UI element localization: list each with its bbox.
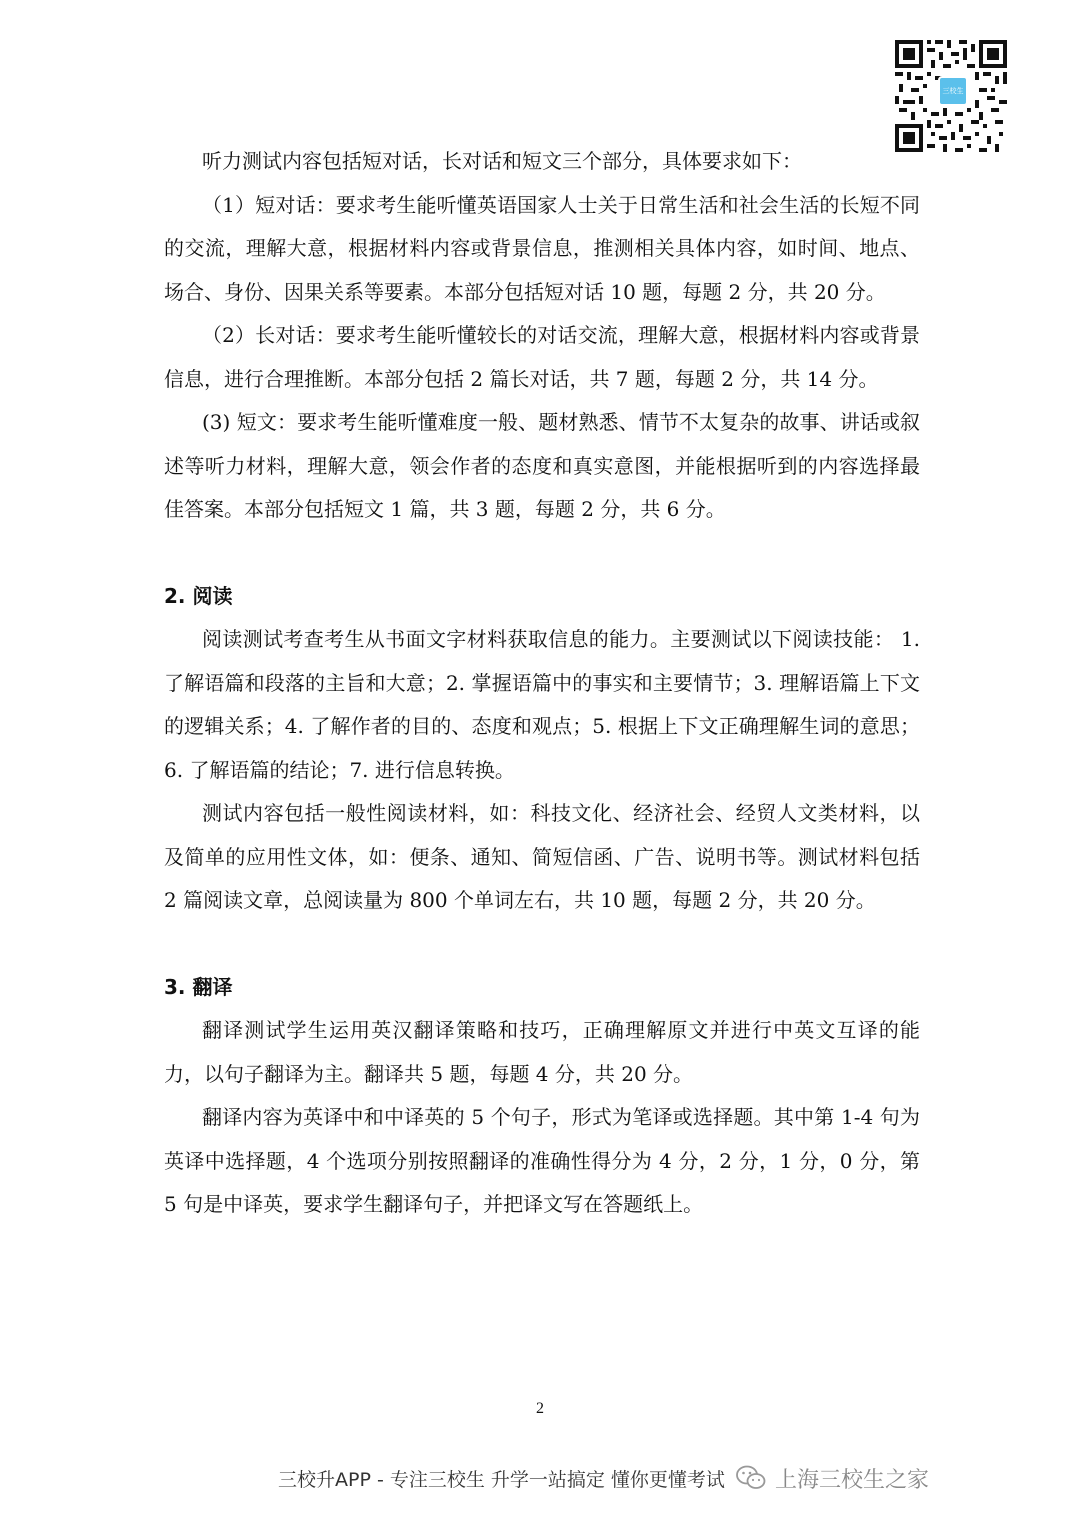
translation-intro: 翻译测试学生运用英汉翻译策略和技巧，正确理解原文并进行中英文互译的能力，以句子翻译为主。翻译共 5 题，每题 4 分，共 20 分。 — [164, 1018, 920, 1086]
listening-long-dialogue: （2）长对话：要求考生能听懂较长的对话交流，理解大意，根据材料内容或背景信息，进行合理推断。本部分包括 2 篇长对话，共 7 题，每题 2 分，共 14 分。 — [164, 323, 920, 391]
footer-watermark — [278, 1462, 929, 1494]
reading-skills: 阅读测试考查考生从书面文字材料获取信息的能力。主要测试以下阅读技能： 1. 了解语篇和段落的主旨和大意；2. 掌握语篇中的事实和主要情节；3. 理解语篇上下文的逻辑关系；4. 了解作者的目的、态度和观点；5. 根据上下文正确理解生词的意思；6. 了解语篇的结论；7. 进行信息转换。 — [164, 627, 920, 782]
footer-brand — [735, 1463, 929, 1494]
qr-badge: 三校生 — [938, 76, 968, 106]
listening-short-dialogue: （1）短对话：要求考生能听懂英语国家人士关于日常生活和社会生活的长短不同的交流，理解大意，根据材料内容或背景信息，推测相关具体内容，如时间、地点、场合、身份、因果关系等要素。本部分包括短对话 10 题，每题 2 分，共 20 分。 — [164, 192, 920, 304]
wechat-icon — [735, 1464, 767, 1492]
document-body — [164, 140, 920, 1227]
listening-intro: 听力测试内容包括短对话，长对话和短文三个部分，具体要求如下： — [202, 149, 802, 173]
reading-heading: 2. 阅读 — [164, 583, 233, 608]
listening-passage: (3) 短文：要求考生能听懂难度一般、题材熟悉、情节不太复杂的故事、讲话或叙述等听力材料，理解大意，领会作者的态度和真实意图，并能根据听到的内容选择最佳答案。本部分包括短文 1 篇，共 3 题，每题 2 分，共 6 分。 — [164, 410, 920, 521]
footer-brand-name: 上海三校生之家 — [774, 1467, 929, 1493]
translation-content: 翻译内容为英译中和中译英的 5 个句子，形式为笔译或选择题。其中第 1-4 句为英译中选择题，4 个选项分别按照翻译的准确性得分为 4 分，2 分，1 分，0 分，第 5 句是中译英，要求学生翻译句子，并把译文写在答题纸上。 — [164, 1105, 920, 1216]
footer-slogan: 三校升APP - 专注三校生 升学一站搞定 懂你更懂考试 — [278, 1468, 725, 1491]
page-number: 2 — [536, 1400, 544, 1417]
translation-heading: 3. 翻译 — [164, 974, 233, 999]
reading-content: 测试内容包括一般性阅读材料，如：科技文化、经济社会、经贸人文类材料，以及简单的应用性文体，如：便条、通知、简短信函、广告、说明书等。测试材料包括 2 篇阅读文章，总阅读量为 800 个单词左右，共 10 题，每题 2 分，共 20 分。 — [164, 801, 920, 912]
